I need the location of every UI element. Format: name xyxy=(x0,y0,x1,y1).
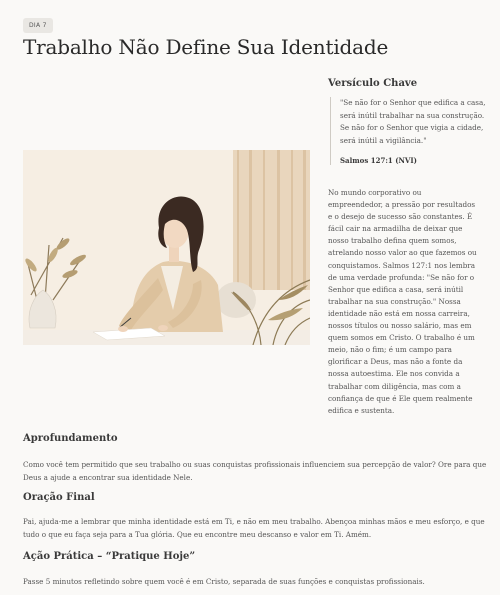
woman-writing-illustration xyxy=(23,150,310,345)
verse-text: "Se não for o Senhor que edifica a casa, será inútil trabalhar na sua construção. Se não for o Senhor que vigia a cidade, será inútil a vigilância." xyxy=(340,98,486,145)
verse-reference: Salmos 127:1 (NVI) xyxy=(340,156,417,165)
prayer-text: Pai, ajuda-me a lembrar que minha identidade está em Ti, e não em meu trabalho. Abençoa minhas mãos e meu esforço, e que tudo o que eu faça seja para a Tua glória. Que eu encontre meu descanso e valor em Ti. Amém. xyxy=(23,517,485,539)
deepening-text: Como você tem permitido que seu trabalho ou suas conquistas profissionais influenciem sua percepção de valor? Ore para que Deus a ajude a encontrar sua identidade Nele. xyxy=(23,460,487,482)
prayer-heading: Oração Final xyxy=(23,492,95,503)
day-badge: DIA 7 xyxy=(23,18,53,33)
devotional-body: No mundo corporativo ou empreendedor, a pressão por resultados e o desejo de sucesso são constantes. É fácil cair na armadilha de deixar que nosso trabalho defina quem somos, atrelando nosso valor ao que fazemos ou conquistamos. Salmos 127:1 nos lembra de uma verdade profunda: "Se não for o Senhor que edifica a casa, será inútil trabalhar na sua construção." Nossa identidade não está em nossa carreira, nossos títulos ou nosso salário, mas em quem somos em Cristo. O trabalho é um meio, não o fim; é um campo para glorificar a Deus, mas não a fonte da nossa autoestima. Ele nos convida a trabalhar com diligência, mas com a confiança de que é Ele quem realmente edifica e sustenta. xyxy=(328,188,477,415)
deepening-heading: Aprofundamento xyxy=(23,433,118,444)
verse-heading: Versículo Chave xyxy=(328,78,418,89)
page-title: Trabalho Não Define Sua Identidade xyxy=(23,35,389,59)
action-text: Passe 5 minutos refletindo sobre quem você é em Cristo, separada de suas funções e conquistas profissionais. xyxy=(23,577,425,586)
hero-illustration xyxy=(23,150,310,345)
verse-quote xyxy=(330,97,490,165)
action-heading: Ação Prática – “Pratique Hoje” xyxy=(23,551,196,562)
